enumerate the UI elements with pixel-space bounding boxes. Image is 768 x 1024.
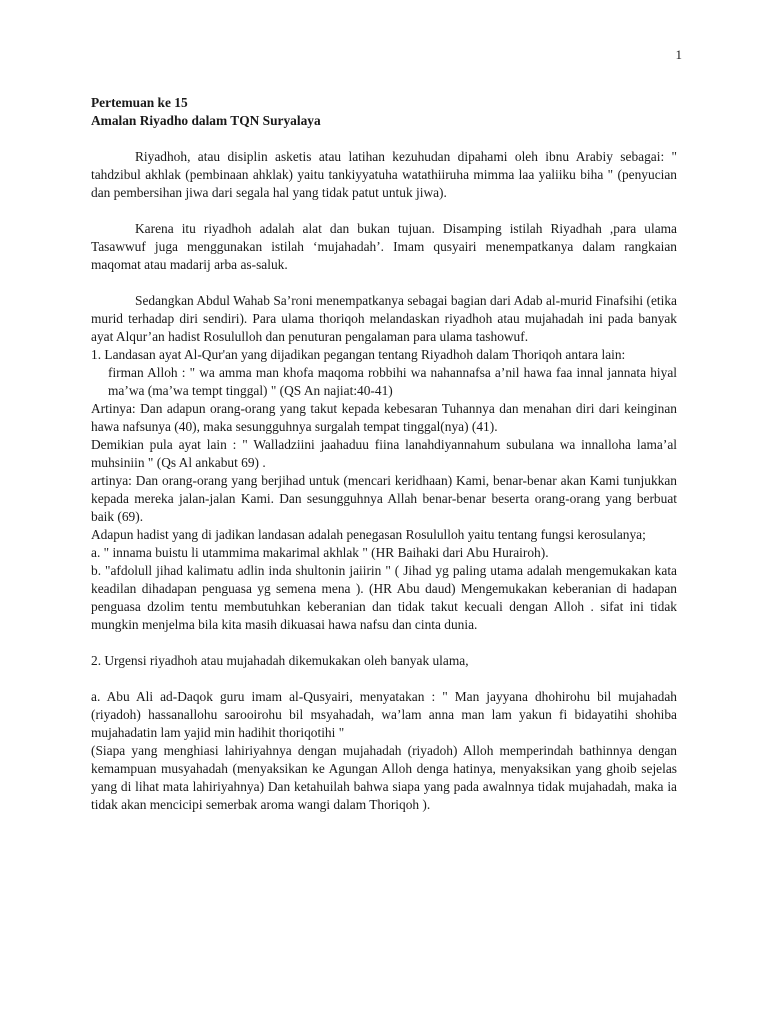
document-body bbox=[91, 94, 677, 814]
hadith-a: a. " innama buistu li utammima makarimal akhlak " (HR Baihaki dari Abu Hurairoh). bbox=[91, 545, 549, 560]
list-item-quran-basis: 1. Landasan ayat Al-Qur'an yang dijadikan pegangan tentang Riyadhoh dalam Thoriqoh antara lain: bbox=[91, 347, 626, 362]
translation-an-naziat: Artinya: Dan adapun orang-orang yang takut kepada kebesaran Tuhannya dan menahan diri dari keinginan hawa nafsunya (40), maka sesungguhnya surgalah tempat tinggal(nya) (41). bbox=[91, 401, 677, 434]
quran-verse-quote: firman Alloh : " wa amma man khofa maqoma robbihi wa nahannafsa a’nil hawa faa innal jannata hiyal ma’wa (ma’wa tempt tinggal) " (QS An najiat:40-41) bbox=[108, 365, 677, 398]
quote-abu-ali-translation: (Siapa yang menghiasi lahiriyahnya dengan mujahadah (riyadoh) Alloh memperindah bathinnya dengan kemampuan musyahadah (menyaksikan ke Agungan Alloh denga hatinya, menyaksikan yang ghoib sejelas yang di lihat mata lahiriyahnya) Dan ketahuilah bahwa siapa yang pada awalnnya tidak mujahadah, maka ia tidak akan mencicipi semerbak aroma wangi dalam Thoriqoh ). bbox=[91, 743, 677, 812]
paragraph-abdul-wahab: Sedangkan Abdul Wahab Sa’roni menempatkanya sebagai bagian dari Adab al-murid Finafsihi (etika murid terhadap diri sendiri). Para ulama thoriqoh melandaskan riyadhoh atau mujahadah ini pada banyak ayat Alqur’an hadist Rosululloh dan penuturan pengalaman para ulama tashowuf. bbox=[91, 293, 677, 344]
meeting-heading: Pertemuan ke 15 bbox=[91, 95, 188, 110]
page-number: 1 bbox=[675, 47, 682, 62]
hadith-b: b. "afdolull jihad kalimatu adlin inda shultonin jaiirin " ( Jihad yg paling utama adalah mengemukakan kata keadilan dihadapan penguasa yg semena mena ). (HR Abu daud) Mengemukakan keberanian di hadapan penguasa dzolim tentu membutuhkan keberanian dan tidak takut kecuali dengan Alloh . sifat ini tidak mungkin menjelma bila kita masih dikuasai hawa nafsu dan cinta dunia. bbox=[91, 563, 677, 632]
hadith-intro: Adapun hadist yang di jadikan landasan adalah penegasan Rosululloh yaitu tentang fungsi kerosulanya; bbox=[91, 527, 646, 542]
paragraph-riyadhoh-tool: Karena itu riyadhoh adalah alat dan bukan tujuan. Disamping istilah Riyadhah ,para ulama Tasawwuf juga menggunakan istilah ‘mujahadah’. Imam qusyairi menempatkanya dalam rangkaian maqomat atau madarij arba as-saluk. bbox=[91, 221, 677, 272]
quote-abu-ali: a. Abu Ali ad-Daqok guru imam al-Qusyairi, menyatakan : " Man jayyana dhohirohu bil mujahadah (riyadoh) hassanallohu sarooirohu bil msyahadah, wa’lam anna man lam yakun fi bidayatihi shohiba mujahadatin lam yajid min hadihit thoriqotihi " bbox=[91, 689, 677, 740]
list-item-urgency: 2. Urgensi riyadhoh atau mujahadah dikemukakan oleh banyak ulama, bbox=[91, 653, 469, 668]
paragraph-riyadhoh-definition: Riyadhoh, atau disiplin asketis atau latihan kezuhudan dipahami oleh ibnu Arabiy sebagai: " tahdzibul akhlak (pembinaan ahklak) yaitu tankiyyatuha watathiiruha mimma laa yaliiku biha " (penyucian dan pembersihan jiwa dari segala hal yang tidak patut untuk jiwa). bbox=[91, 149, 677, 200]
document-title: Amalan Riyadho dalam TQN Suryalaya bbox=[91, 113, 321, 128]
translation-al-ankabut: artinya: Dan orang-orang yang berjihad untuk (mencari keridhaan) Kami, benar-benar akan Kami tunjukkan kepada mereka jalan-jalan Kami. Dan sesungguhnya Allah benar-benar beserta orang-orang yang berbuat baik (69). bbox=[91, 473, 677, 524]
verse-al-ankabut: Demikian pula ayat lain : " Walladziini jaahaduu fiina lanahdiyannahum subulana wa innalloha lama’al muhsiniin " (Qs Al ankabut 69) . bbox=[91, 437, 677, 470]
